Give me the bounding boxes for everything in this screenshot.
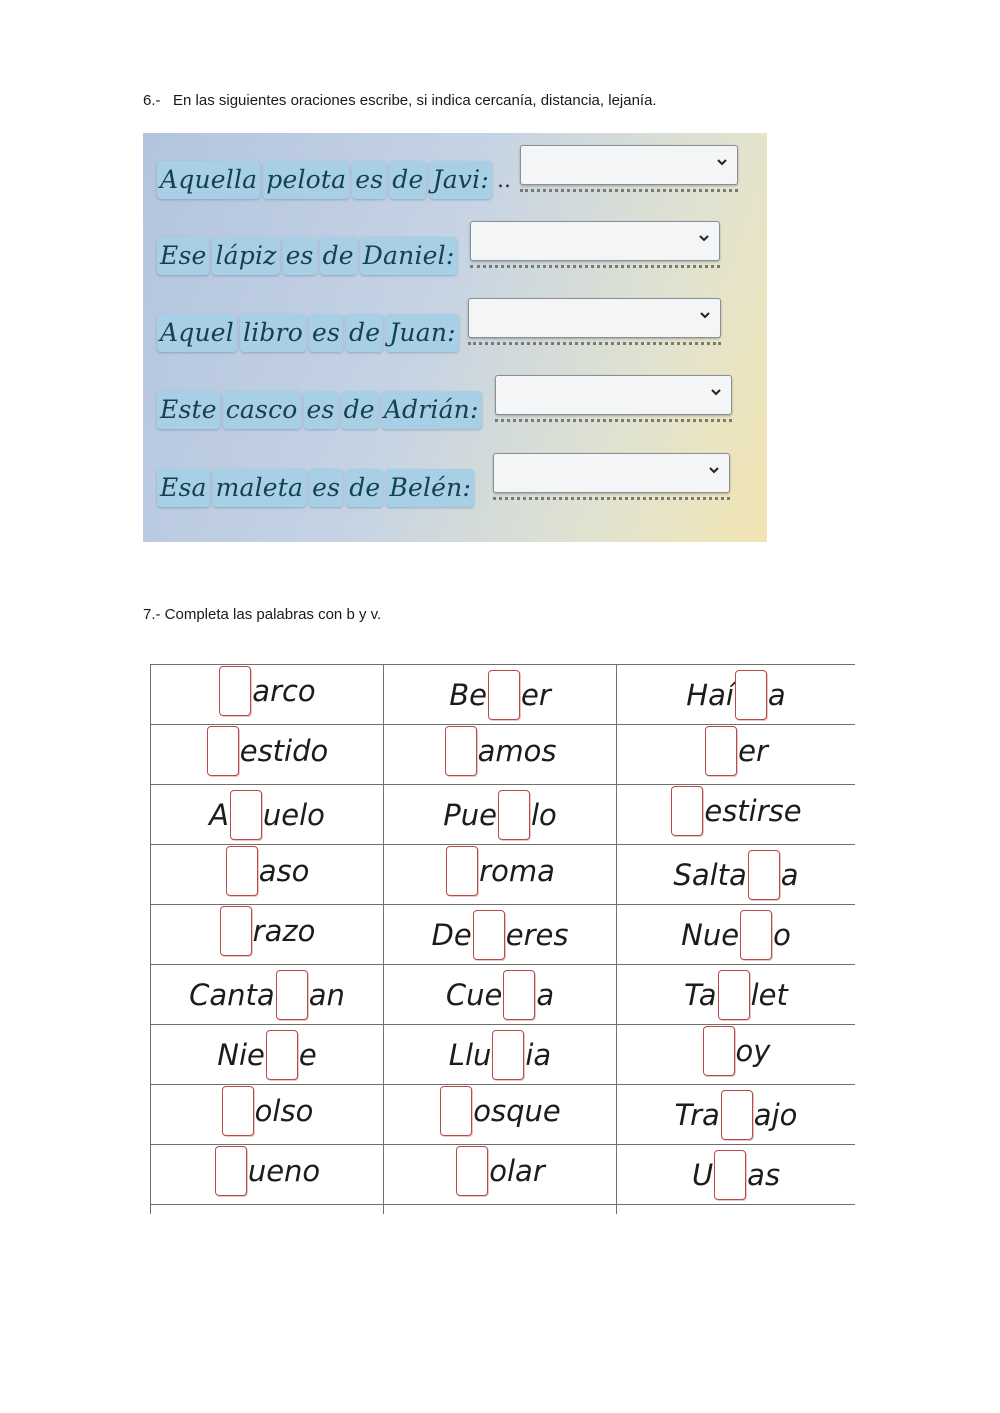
sentence-word: es [352, 161, 386, 199]
letter-blank-input[interactable] [266, 1030, 298, 1080]
word-to-complete [449, 670, 551, 720]
word-to-complete [439, 1086, 560, 1136]
letter-blank-input[interactable] [222, 1086, 254, 1136]
letter-blank-input[interactable] [276, 970, 308, 1020]
word-to-complete [225, 846, 310, 896]
sentences-panel [143, 133, 767, 542]
table-cell [151, 1145, 384, 1205]
letter-blank-input[interactable] [215, 1146, 247, 1196]
table-cell [617, 1025, 856, 1085]
sentence-word: es [304, 391, 338, 429]
word-suffix: ueno [247, 1154, 321, 1188]
word-suffix: oy [735, 1034, 771, 1068]
word-prefix: A [209, 797, 229, 832]
sentence-word: Aquel [157, 314, 237, 352]
letter-blank-input[interactable] [492, 1030, 524, 1080]
letter-blank-input[interactable] [226, 846, 258, 896]
word-prefix: Canta [189, 977, 275, 1012]
word-suffix: ia [525, 1037, 552, 1072]
chevron-down-icon [707, 463, 721, 477]
table-row [151, 665, 856, 725]
table-cell [617, 1205, 856, 1215]
table-cell [384, 965, 617, 1025]
word-completion-table [150, 664, 855, 1214]
sentence-row [157, 311, 462, 355]
word-prefix: Pue [443, 797, 497, 832]
word-to-complete [217, 1030, 316, 1080]
letter-blank-input[interactable] [735, 670, 767, 720]
answer-dropdown-line [470, 221, 720, 268]
word-prefix: Cue [445, 977, 503, 1012]
word-to-complete [449, 1030, 551, 1080]
letter-blank-input[interactable] [440, 1086, 472, 1136]
answer-dropdown[interactable] [520, 145, 738, 185]
chevron-down-icon [715, 155, 729, 169]
word-suffix: osque [473, 1094, 561, 1128]
chevron-down-icon [709, 385, 723, 399]
sentence-word: Juan: [386, 314, 459, 352]
table-cell [151, 965, 384, 1025]
word-suffix: uelo [262, 797, 325, 832]
table-cell [617, 785, 856, 845]
letter-blank-input[interactable] [721, 1090, 753, 1140]
table-row [151, 1025, 856, 1085]
sentence-word: Aquella [157, 161, 260, 199]
answer-dropdown-line [495, 375, 732, 422]
letter-blank-input[interactable] [488, 670, 520, 720]
sentence-word: es [309, 314, 343, 352]
word-suffix: o [773, 917, 791, 952]
letter-blank-input[interactable] [446, 846, 478, 896]
word-to-complete [455, 1146, 545, 1196]
sentence-dots: .. [496, 167, 511, 193]
sentence-word: Belén: [386, 469, 474, 507]
table-row [151, 725, 856, 785]
word-suffix: lo [530, 797, 557, 832]
letter-blank-input[interactable] [705, 726, 737, 776]
word-to-complete [221, 1086, 314, 1136]
word-to-complete [684, 970, 788, 1020]
sentence-word: lápiz [212, 237, 279, 275]
sentence-word: maleta [213, 469, 307, 507]
letter-blank-input[interactable] [503, 970, 535, 1020]
sentence-word: de [341, 391, 378, 429]
word-to-complete [704, 726, 768, 776]
sentence-row [157, 158, 511, 202]
answer-dropdown[interactable] [493, 453, 730, 493]
word-to-complete [670, 786, 801, 836]
word-completion-table-wrap [150, 664, 855, 1214]
word-suffix: as [747, 1157, 781, 1192]
sentence-row [157, 234, 460, 278]
letter-blank-input[interactable] [740, 910, 772, 960]
word-to-complete [673, 850, 798, 900]
word-suffix: roma [479, 854, 555, 888]
word-prefix: Llu [448, 1037, 492, 1072]
sentence-word: pelota [263, 161, 349, 199]
word-suffix: olar [489, 1154, 545, 1188]
word-suffix: a [536, 977, 555, 1012]
word-suffix: olso [254, 1094, 314, 1128]
word-suffix: let [750, 977, 788, 1012]
letter-blank-input[interactable] [718, 970, 750, 1020]
letter-blank-input[interactable] [445, 726, 477, 776]
word-to-complete [446, 970, 554, 1020]
table-cell [384, 1025, 617, 1085]
answer-dropdown-line [468, 298, 721, 345]
word-to-complete [206, 726, 329, 776]
table-row [151, 1085, 856, 1145]
answer-dropdown-line [520, 145, 738, 192]
table-cell [151, 665, 384, 725]
word-to-complete [692, 1150, 780, 1200]
word-suffix: e [298, 1037, 317, 1072]
table-cell [384, 845, 617, 905]
table-cell [617, 1085, 856, 1145]
word-prefix: Ta [684, 977, 717, 1012]
question-6-heading: 6.- En las siguientes oraciones escribe, si indica cercanía, distancia, lejanía. [143, 92, 657, 109]
table-cell [384, 785, 617, 845]
word-suffix: eres [505, 917, 569, 952]
word-suffix: er [738, 734, 768, 768]
sentence-word: Daniel: [360, 237, 458, 275]
table-cell [384, 905, 617, 965]
sentence-word: Javi: [429, 161, 491, 199]
table-cell [617, 905, 856, 965]
sentence-row [157, 466, 477, 510]
word-to-complete [189, 970, 345, 1020]
table-cell [617, 665, 856, 725]
table-row [151, 965, 856, 1025]
sentence-word: Ese [157, 237, 209, 275]
word-prefix: De [431, 917, 472, 952]
sentence-word: de [320, 237, 357, 275]
sentence-word: de [389, 161, 426, 199]
letter-blank-input[interactable] [473, 910, 505, 960]
word-suffix: er [520, 677, 551, 712]
word-prefix: Salta [673, 857, 747, 892]
word-suffix: razo [252, 914, 316, 948]
answer-dropdown[interactable] [495, 375, 732, 415]
word-suffix: arco [252, 674, 316, 708]
table-row-cropped [151, 1205, 856, 1215]
sentence-word: casco [223, 391, 301, 429]
sentence-word: de [346, 314, 383, 352]
word-suffix: estirse [704, 794, 802, 828]
sentence-word: Esa [157, 469, 210, 507]
letter-blank-input[interactable] [219, 666, 251, 716]
table-cell [617, 1145, 856, 1205]
letter-blank-input[interactable] [748, 850, 780, 900]
word-to-complete [444, 726, 557, 776]
sentence-word: es [283, 237, 317, 275]
chevron-down-icon [698, 308, 712, 322]
table-cell [384, 725, 617, 785]
word-suffix: amos [477, 734, 557, 768]
word-to-complete [681, 910, 791, 960]
word-to-complete [218, 666, 315, 716]
question-7-heading: 7.- Completa las palabras con b y v. [143, 606, 382, 623]
answer-dropdown[interactable] [470, 221, 720, 261]
letter-blank-input[interactable] [230, 790, 262, 840]
word-to-complete [432, 910, 569, 960]
letter-blank-input[interactable] [207, 726, 239, 776]
word-suffix: an [308, 977, 345, 1012]
word-prefix: Haí [686, 677, 734, 712]
word-to-complete [445, 846, 555, 896]
word-prefix: U [691, 1157, 714, 1192]
table-row [151, 1145, 856, 1205]
table-cell [151, 1025, 384, 1085]
letter-blank-input[interactable] [671, 786, 703, 836]
word-to-complete [219, 906, 316, 956]
table-cell [151, 725, 384, 785]
table-row [151, 785, 856, 845]
letter-blank-input[interactable] [498, 790, 530, 840]
answer-dropdown[interactable] [468, 298, 721, 338]
table-row [151, 845, 856, 905]
word-suffix: ajo [753, 1097, 798, 1132]
chevron-down-icon [697, 231, 711, 245]
word-to-complete [209, 790, 325, 840]
table-cell [151, 1085, 384, 1145]
table-row [151, 905, 856, 965]
table-cell [617, 725, 856, 785]
word-to-complete [702, 1026, 771, 1076]
word-suffix: a [780, 857, 799, 892]
sentence-word: Este [157, 391, 220, 429]
table-cell [151, 845, 384, 905]
table-cell [384, 1145, 617, 1205]
sentence-row [157, 388, 485, 432]
answer-dropdown-line [493, 453, 730, 500]
sentence-word: es [309, 469, 343, 507]
word-to-complete [443, 790, 557, 840]
table-cell [151, 785, 384, 845]
word-prefix: Be [449, 677, 487, 712]
table-cell [151, 1205, 384, 1215]
word-suffix: estido [239, 734, 329, 768]
word-suffix: aso [258, 854, 310, 888]
table-cell [617, 845, 856, 905]
sentence-word: Adrián: [381, 391, 482, 429]
word-to-complete [675, 1090, 798, 1140]
sentence-word: libro [240, 314, 306, 352]
word-to-complete [686, 670, 785, 720]
table-cell [384, 1205, 617, 1215]
word-prefix: Nue [681, 917, 740, 952]
word-suffix: a [767, 677, 786, 712]
table-cell [384, 1085, 617, 1145]
word-prefix: Tra [674, 1097, 720, 1132]
letter-blank-input[interactable] [456, 1146, 488, 1196]
letter-blank-input[interactable] [714, 1150, 746, 1200]
table-cell [151, 905, 384, 965]
word-to-complete [214, 1146, 320, 1196]
table-cell [384, 665, 617, 725]
word-prefix: Nie [217, 1037, 265, 1072]
letter-blank-input[interactable] [220, 906, 252, 956]
table-cell [617, 965, 856, 1025]
sentence-word: de [346, 469, 383, 507]
letter-blank-input[interactable] [703, 1026, 735, 1076]
